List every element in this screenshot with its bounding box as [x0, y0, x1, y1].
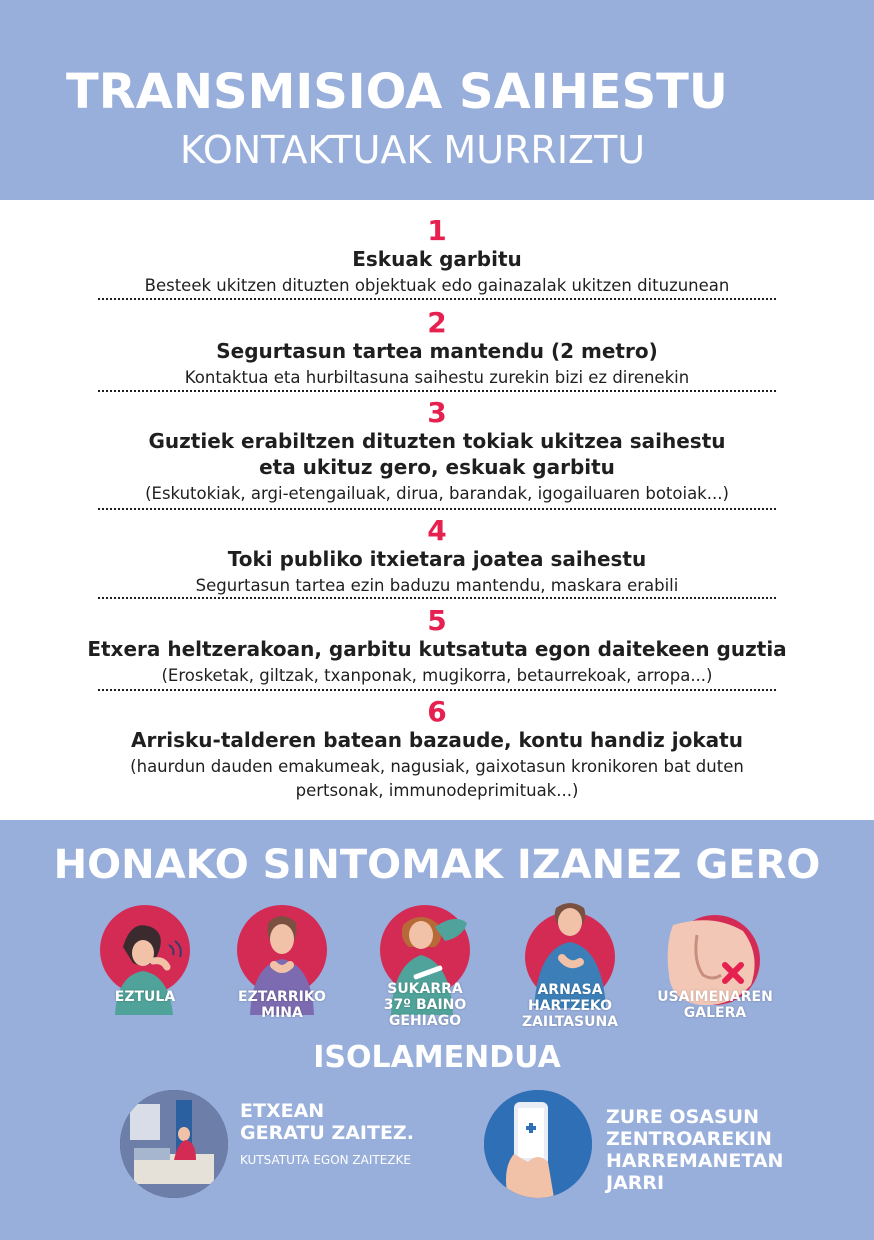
isolation-title: ISOLAMENDUA: [313, 1040, 561, 1075]
contact-line2: ZENTROAREKIN: [606, 1128, 772, 1150]
item-heading: Segurtasun tartea mantendu (2 metro): [216, 339, 658, 363]
symptom-label-line3: GEHIAGO: [388, 1013, 462, 1029]
item-number: 2: [427, 306, 447, 339]
item-number: 4: [427, 514, 447, 547]
symptom-label-line1: EZTARRIKO: [238, 989, 326, 1005]
item-number: 5: [427, 604, 447, 637]
symptom-label: EZTULA: [114, 989, 176, 1005]
symptom-label-line2: 37º BAINO: [383, 997, 467, 1013]
item-number: 6: [427, 695, 447, 728]
symptom-label-line2: HARTZEKO: [527, 998, 613, 1014]
list-item: [80, 697, 794, 803]
list-item: [80, 398, 794, 506]
contact-line4: JARRI: [606, 1172, 665, 1194]
stay-home-note: KUTSATUTA EGON ZAITEZKE: [240, 1153, 411, 1167]
phone-health-center-icon: [484, 1090, 592, 1198]
symptom-sore-throat: [212, 905, 352, 1025]
list-item: [80, 606, 794, 688]
symptom-cough: [75, 905, 215, 1015]
list-item: [80, 516, 794, 598]
stay-home-line2: GERATU ZAITEZ.: [240, 1122, 414, 1144]
item-heading: Etxera heltzerakoan, garbitu kutsatuta egon daitekeen guztia: [87, 637, 787, 661]
item-heading: Arrisku-talderen batean bazaude, kontu handiz jokatu: [131, 728, 743, 752]
symptoms-title: HONAKO SINTOMAK IZANEZ GERO: [53, 842, 821, 888]
item-number: 1: [427, 214, 447, 247]
symptom-label-line1: ARNASA: [537, 982, 603, 998]
stay-home-line1: ETXEAN: [240, 1100, 325, 1122]
item-description: Segurtasun tartea ezin baduzu mantendu, maskara erabili: [195, 576, 679, 595]
symptom-label-line1: USAIMENAREN: [657, 989, 773, 1005]
divider: [98, 689, 776, 691]
divider: [98, 597, 776, 599]
divider: [98, 390, 776, 392]
symptom-smell-loss: [645, 915, 785, 1030]
contact-line3: HARREMANETAN: [606, 1150, 784, 1172]
symptom-fever: [355, 905, 495, 1035]
item-description: Besteek ukitzen dituzten objektuak edo gainazalak ukitzen dituzunean: [144, 276, 730, 295]
symptom-label-line2: MINA: [261, 1005, 303, 1021]
symptom-label-line1: SUKARRA: [387, 981, 463, 997]
item-heading: Eskuak garbitu: [352, 247, 522, 271]
item-description: (Eskutokiak, argi-etengailuak, dirua, barandak, igogailuaren botoiak...): [145, 484, 729, 503]
symptom-label-line2: GALERA: [683, 1005, 747, 1021]
item-heading-line2: eta ukituz gero, eskuak garbitu: [259, 455, 615, 479]
contact-line1: ZURE OSASUN: [606, 1106, 759, 1128]
list-item: [80, 216, 794, 298]
item-heading-line1: Guztiek erabiltzen dituzten tokiak ukitzea saihestu: [148, 429, 726, 453]
symptom-breathing: [500, 898, 640, 1038]
item-number: 3: [427, 396, 447, 429]
item-description-line1: (haurdun dauden emakumeak, nagusiak, gaixotasun kronikoren bat duten: [130, 757, 744, 776]
stay-home-icon: [120, 1090, 228, 1198]
item-description-line2: pertsonak, immunodeprimituak...): [295, 781, 579, 800]
list-item: [80, 308, 794, 390]
divider: [98, 298, 776, 300]
item-description: Kontaktua eta hurbiltasuna saihestu zurekin bizi ez direnekin: [184, 368, 690, 387]
page-title: TRANSMISIOA SAIHESTU: [66, 64, 728, 120]
stay-home-text: [240, 1100, 414, 1168]
page-subtitle: KONTAKTUAK MURRIZTU: [180, 128, 646, 172]
symptom-label-line3: ZAILTASUNA: [521, 1014, 619, 1030]
item-description: (Erosketak, giltzak, txanponak, mugikorra, betaurrekoak, arropa...): [161, 666, 713, 685]
item-heading: Toki publiko itxietara joatea saihestu: [227, 547, 647, 571]
divider: [98, 508, 776, 510]
contact-health-center-text: [606, 1106, 783, 1194]
